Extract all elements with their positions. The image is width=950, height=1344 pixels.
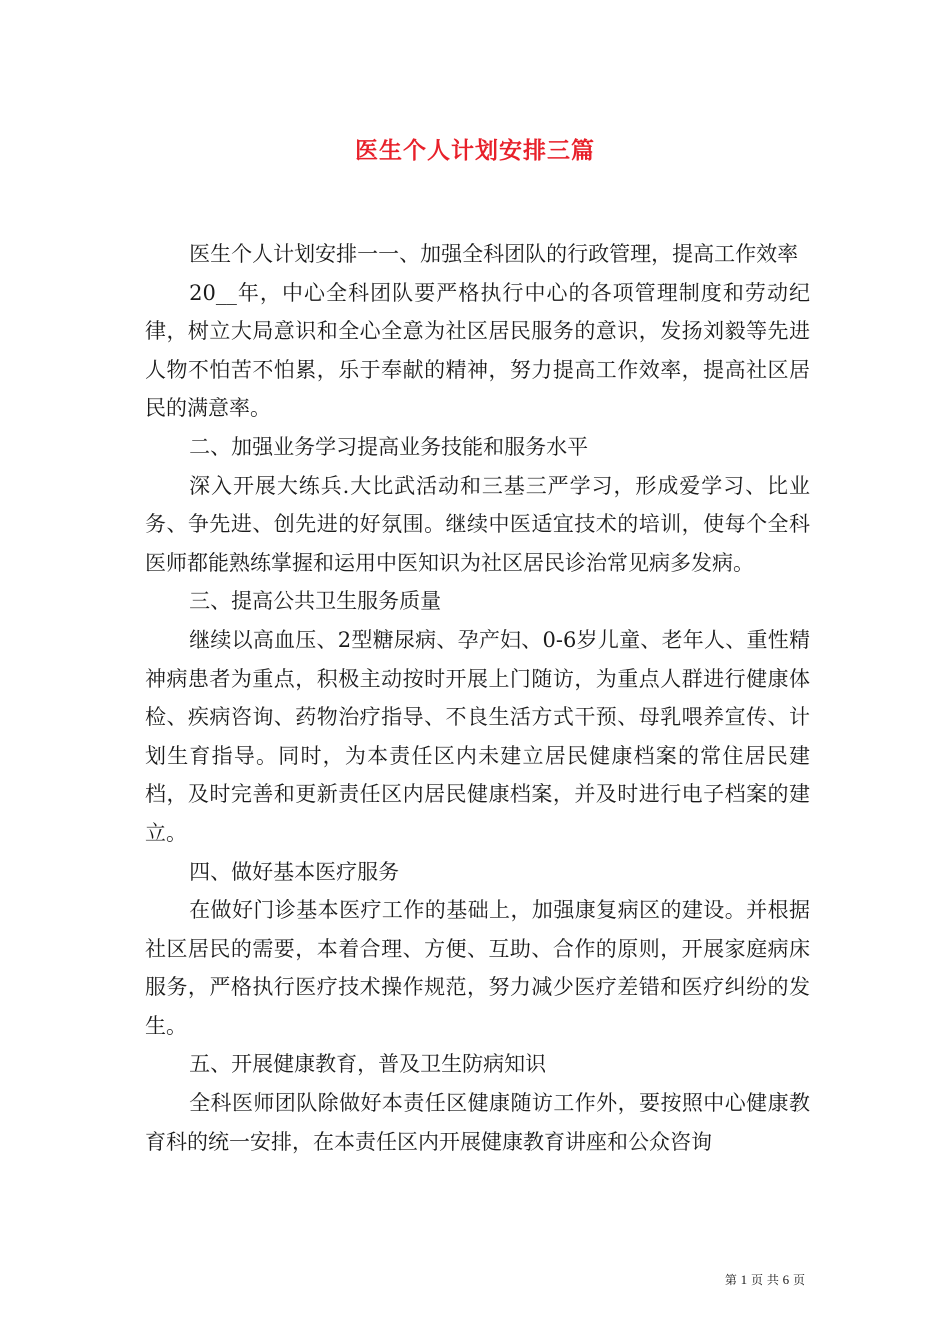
footer-middle: 页 共 xyxy=(751,1273,779,1287)
footer-suffix: 页 xyxy=(792,1273,805,1287)
page-footer xyxy=(725,1271,805,1288)
paragraph: 全科医师团队除做好本责任区健康随访工作外，要按照中心健康教育科的统一安排，在本责任区内开展健康教育讲座和公众咨询 xyxy=(145,1091,810,1154)
document-body xyxy=(145,235,810,1161)
document-title: 医生个人计划安排三篇 xyxy=(355,137,595,164)
footer-page-number: 1 xyxy=(740,1272,748,1287)
paragraph: 医生个人计划安排一一、加强全科团队的行政管理，提高工作效率 xyxy=(189,242,799,266)
section-heading: 二、加强业务学习提高业务技能和服务水平 xyxy=(189,434,589,459)
paragraph: 20__年，中心全科团队要严格执行中心的各项管理制度和劳动纪律，树立大局意识和全心全意为社区居民服务的意识，发扬刘毅等先进人物不怕苦不怕累，乐于奉献的精神，努力提高工作效率，提高社区居民的满意率。 xyxy=(145,280,810,421)
section-heading: 五、开展健康教育，普及卫生防病知识 xyxy=(189,1052,547,1077)
paragraph: 深入开展大练兵.大比武活动和三基三严学习，形成爱学习、比业务、争先进、创先进的好氛围。继续中医适宜技术的培训，使每个全科医师都能熟练掌握和运用中医知识为社区居民诊治常见病多发病。 xyxy=(145,473,810,575)
paragraph: 在做好门诊基本医疗工作的基础上，加强康复病区的建设。并根据社区居民的需要，本着合理、方便、互助、合作的原则，开展家庭病床服务，严格执行医疗技术操作规范，努力减少医疗差错和医疗纠纷的发生。 xyxy=(145,898,810,1038)
section-heading: 三、提高公共卫生服务质量 xyxy=(189,589,442,614)
section-heading: 四、做好基本医疗服务 xyxy=(189,859,400,884)
footer-total-pages: 6 xyxy=(782,1272,790,1287)
footer-prefix: 第 xyxy=(724,1273,737,1287)
paragraph: 继续以高血压、2型糖尿病、孕产妇、0-6岁儿童、老年人、重性精神病患者为重点，积极主动按时开展上门随访，为重点人群进行健康体检、疾病咨询、药物治疗指导、不良生活方式干预、母乳喂养宣传、计划生育指导。同时，为本责任区内未建立居民健康档案的常住居民建档，及时完善和更新责任区内居民健康档案，并及时进行电子档案的建立。 xyxy=(145,627,810,845)
